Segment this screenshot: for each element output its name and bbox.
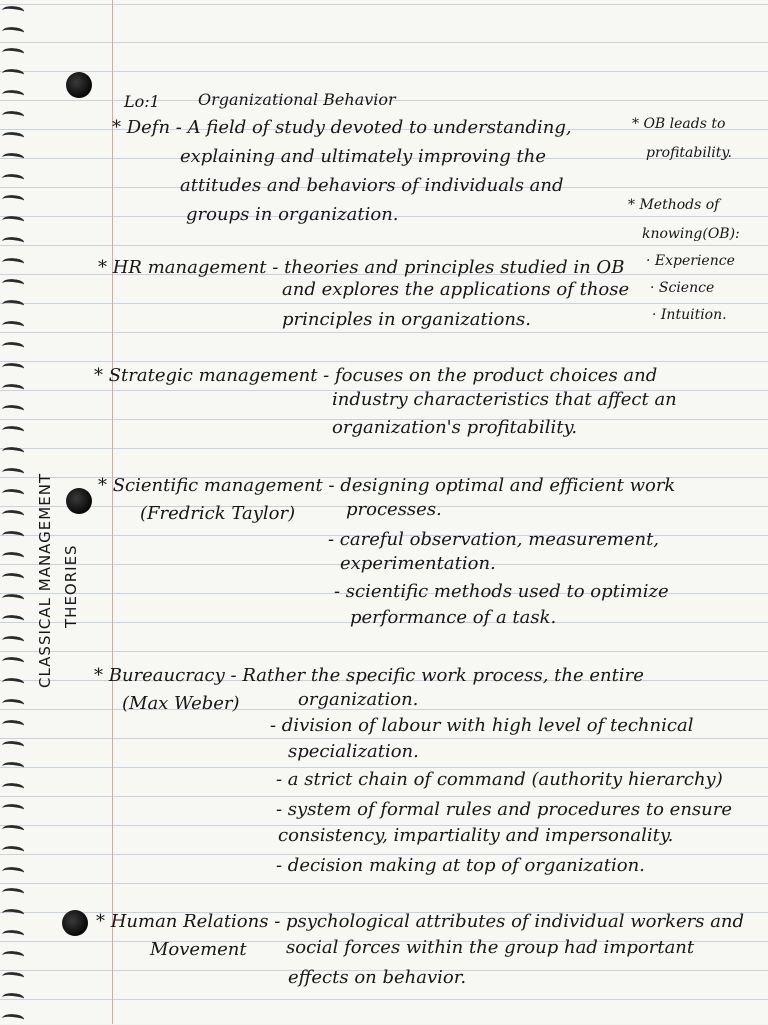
spiral-ring xyxy=(1,467,24,480)
note-line: groups in organization. xyxy=(186,204,399,225)
spiral-ring xyxy=(1,803,24,816)
spiral-ring xyxy=(1,89,24,102)
vertical-label-theories: THEORIES xyxy=(62,544,80,628)
spiral-ring xyxy=(1,194,24,207)
spiral-ring xyxy=(1,278,24,291)
margin-line xyxy=(112,0,113,1024)
spiral-ring xyxy=(1,572,24,585)
spiral-ring xyxy=(1,236,24,249)
note-line: principles in organizations. xyxy=(282,309,531,330)
spiral-ring xyxy=(1,908,24,921)
spiral-ring xyxy=(1,656,24,669)
note-line: effects on behavior. xyxy=(288,967,467,988)
note-line: social forces within the group had important xyxy=(286,937,695,958)
spiral-ring xyxy=(1,47,24,60)
spiral-ring xyxy=(1,992,24,1005)
spiral-ring xyxy=(1,299,24,312)
note-line: performance of a task. xyxy=(350,607,557,628)
note-line: - scientific methods used to optimize xyxy=(334,581,669,602)
side-note: · Experience xyxy=(646,253,735,269)
spiral-ring xyxy=(1,446,24,459)
note-line: explaining and ultimately improving the xyxy=(180,146,547,167)
note-line: attitudes and behaviors of individuals and xyxy=(180,175,564,196)
spiral-ring xyxy=(1,950,24,963)
spiral-ring xyxy=(1,173,24,186)
note-line: - careful observation, measurement, xyxy=(328,529,660,550)
spiral-ring xyxy=(1,362,24,375)
note-line: * Bureaucracy - Rather the specific work process, the entire xyxy=(94,665,644,686)
note-line: - system of formal rules and procedures to ensure xyxy=(276,799,733,820)
spiral-ring xyxy=(1,719,24,732)
spiral-ring xyxy=(1,131,24,144)
page-title: Organizational Behavior xyxy=(198,90,396,109)
spiral-ring xyxy=(1,761,24,774)
spiral-ring xyxy=(1,152,24,165)
side-note: knowing(OB): xyxy=(642,226,740,242)
vertical-label-classical-management: CLASSICAL MANAGEMENT xyxy=(36,472,54,688)
side-note: profitability. xyxy=(646,145,732,161)
note-line: specialization. xyxy=(288,741,419,762)
note-line: * HR management - theories and principles studied in OB xyxy=(98,257,625,278)
spiral-binding xyxy=(0,0,30,1024)
spiral-ring xyxy=(1,782,24,795)
note-line: and explores the applications of those xyxy=(282,279,630,300)
note-line: * Defn - A field of study devoted to understanding, xyxy=(112,117,572,138)
spiral-ring xyxy=(1,845,24,858)
side-note: * OB leads to xyxy=(632,116,726,132)
spiral-ring xyxy=(1,26,24,39)
spiral-ring xyxy=(1,929,24,942)
spiral-ring xyxy=(1,824,24,837)
spiral-ring xyxy=(1,509,24,522)
note-line: processes. xyxy=(346,499,442,520)
side-note: · Science xyxy=(650,280,715,296)
spiral-ring xyxy=(1,740,24,753)
note-line: - a strict chain of command (authority hierarchy) xyxy=(276,769,723,790)
spiral-ring xyxy=(1,110,24,123)
spiral-ring xyxy=(1,677,24,690)
note-line: * Scientific management - designing optimal and efficient work xyxy=(98,475,676,496)
spiral-ring xyxy=(1,971,24,984)
spiral-ring xyxy=(1,215,24,228)
spiral-ring xyxy=(1,614,24,627)
header-lo: Lo:1 xyxy=(124,92,160,111)
spiral-ring xyxy=(1,5,24,18)
spiral-ring xyxy=(1,68,24,81)
note-line: experimentation. xyxy=(340,553,496,574)
spiral-ring xyxy=(1,1013,24,1025)
spiral-ring xyxy=(1,383,24,396)
spiral-ring xyxy=(1,341,24,354)
spiral-ring xyxy=(1,593,24,606)
note-line: organization. xyxy=(298,689,419,710)
note-line: industry characteristics that affect an xyxy=(332,389,677,410)
note-line: * Human Relations - psychological attributes of individual workers and xyxy=(96,911,745,932)
punch-hole xyxy=(62,910,88,936)
punch-hole xyxy=(66,72,92,98)
spiral-ring xyxy=(1,404,24,417)
spiral-ring xyxy=(1,635,24,648)
note-line: - decision making at top of organization. xyxy=(276,855,645,876)
spiral-ring xyxy=(1,488,24,501)
spiral-ring xyxy=(1,551,24,564)
note-line: * Strategic management - focuses on the product choices and xyxy=(94,365,658,386)
punch-hole xyxy=(66,488,92,514)
side-note: * Methods of xyxy=(628,197,720,213)
spiral-ring xyxy=(1,425,24,438)
note-line: consistency, impartiality and impersonality. xyxy=(278,825,674,846)
note-line: - division of labour with high level of technical xyxy=(270,715,694,736)
spiral-ring xyxy=(1,320,24,333)
note-line: (Fredrick Taylor) xyxy=(140,503,296,524)
spiral-ring xyxy=(1,698,24,711)
note-line: organization's profitability. xyxy=(332,417,578,438)
spiral-ring xyxy=(1,257,24,270)
spiral-ring xyxy=(1,887,24,900)
note-line: Movement xyxy=(150,939,247,960)
side-note: · Intuition. xyxy=(652,307,727,323)
note-line: (Max Weber) xyxy=(122,693,240,714)
spiral-ring xyxy=(1,866,24,879)
spiral-ring xyxy=(1,530,24,543)
